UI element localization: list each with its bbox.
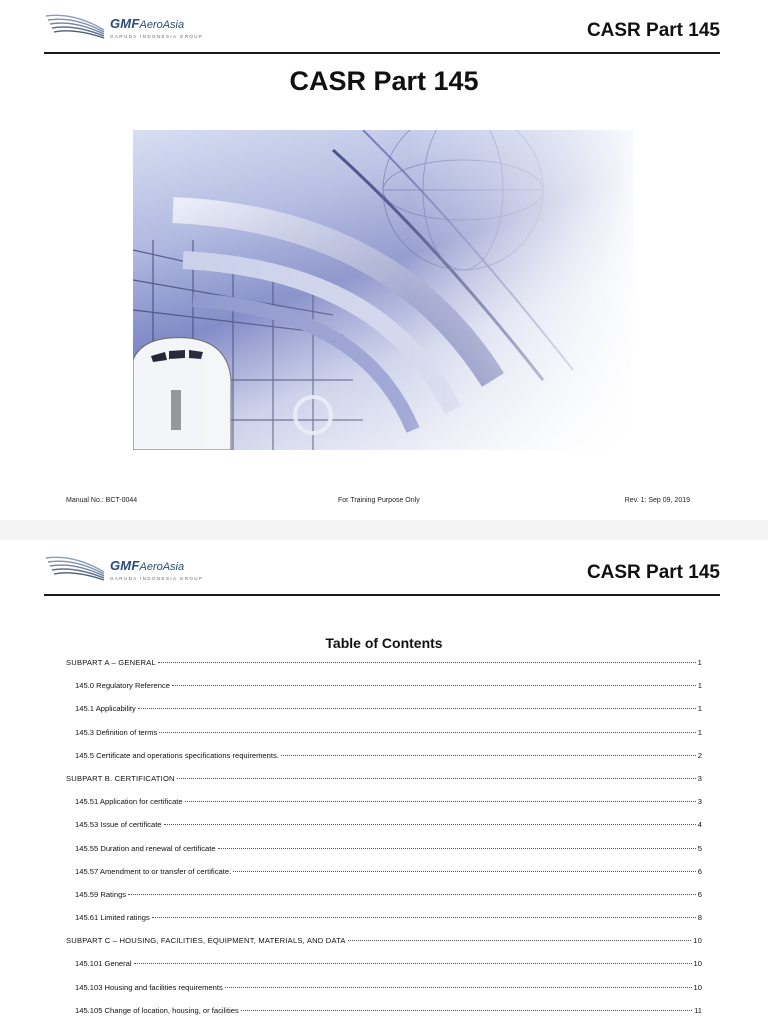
- toc-leader-dots: [134, 963, 692, 964]
- toc-leader-dots: [159, 732, 695, 733]
- toc-entry-title: 145.53 Issue of certificate: [75, 820, 162, 830]
- toc-entry[interactable]: [66, 820, 702, 843]
- logo-tagline: GARUDA INDONESIA GROUP: [110, 576, 204, 581]
- toc-leader-dots: [177, 778, 696, 779]
- toc-entry-title: SUBPART C – HOUSING, FACILITIES, EQUIPMENT, MATERIALS, AND DATA: [66, 936, 346, 946]
- header-rule: [44, 52, 720, 54]
- toc-entry[interactable]: [66, 728, 702, 751]
- toc-leader-dots: [185, 801, 696, 802]
- header-rule: [44, 594, 720, 596]
- toc-entry[interactable]: [66, 681, 702, 704]
- toc-entry[interactable]: [66, 890, 702, 913]
- toc-entry-page: 10: [693, 982, 702, 992]
- toc-entry-page: 1: [697, 727, 702, 737]
- toc-entry[interactable]: [66, 658, 702, 681]
- toc-entry-page: 6: [697, 889, 702, 899]
- toc-entry-title: 145.5 Certificate and operations specifications requirements.: [75, 750, 279, 760]
- toc-entry-title: SUBPART A – GENERAL: [66, 658, 156, 667]
- toc-entry-title: 145.51 Application for certificate: [75, 797, 183, 807]
- logo-tagline: GARUDA INDONESIA GROUP: [110, 34, 204, 39]
- toc-entry-page: 11: [694, 1005, 702, 1015]
- toc-list: [66, 658, 702, 1029]
- page-header: [44, 8, 720, 54]
- toc-page: [0, 540, 768, 1024]
- toc-leader-dots: [128, 894, 696, 895]
- page-header: [44, 550, 720, 596]
- toc-entry-page: 5: [697, 843, 702, 853]
- toc-leader-dots: [152, 917, 696, 918]
- toc-entry-title: 145.55 Duration and renewal of certificate: [75, 843, 216, 853]
- logo-wordmark: GMFAeroAsia: [110, 558, 185, 573]
- toc-entry-title: 145.1 Applicability: [75, 704, 136, 714]
- page-separator: [0, 520, 768, 540]
- toc-entry-title: 145.59 Ratings: [75, 889, 127, 899]
- toc-entry-page: 4: [697, 820, 702, 830]
- toc-leader-dots: [348, 940, 691, 941]
- toc-entry-page: 1: [697, 658, 702, 667]
- hangar-aircraft-illustration: [133, 130, 633, 450]
- toc-entry-page: 6: [697, 866, 702, 876]
- header-doc-title: CASR Part 145: [586, 20, 720, 41]
- company-logo: [44, 550, 244, 590]
- toc-entry-page: 1: [697, 681, 702, 691]
- toc-entry[interactable]: [66, 844, 702, 867]
- toc-leader-dots: [138, 708, 696, 709]
- company-logo: [44, 8, 244, 48]
- toc-entry-page: 10: [693, 936, 702, 946]
- toc-entry-page: 8: [697, 913, 702, 923]
- toc-entry[interactable]: [66, 751, 702, 774]
- toc-entry-title: 145.103 Housing and facilities requirements: [75, 982, 223, 992]
- toc-entry[interactable]: [66, 936, 702, 959]
- logo-swoosh-icon: [44, 552, 108, 582]
- toc-leader-dots: [281, 755, 696, 756]
- footer-manual-no: Manual No.: BCT-0044: [66, 497, 138, 504]
- toc-entry[interactable]: [66, 983, 702, 1006]
- toc-leader-dots: [225, 987, 692, 988]
- toc-entry-page: 3: [697, 773, 702, 783]
- toc-entry[interactable]: [66, 867, 702, 890]
- toc-entry-title: 145.101 General: [75, 959, 132, 969]
- toc-leader-dots: [164, 824, 696, 825]
- footer-revision: Rev. 1: Sep 09, 2019: [624, 497, 690, 504]
- footer-notice: For Training Purpose Only: [338, 497, 420, 504]
- toc-entry-title: SUBPART B. CERTIFICATION: [66, 773, 175, 783]
- header-doc-title: CASR Part 145: [586, 562, 720, 583]
- toc-entry[interactable]: [66, 1006, 702, 1029]
- toc-heading: Table of Contents: [325, 635, 443, 651]
- logo-wordmark: GMFAeroAsia: [110, 16, 185, 31]
- toc-entry[interactable]: [66, 774, 702, 797]
- toc-entry-title: 145.0 Regulatory Reference: [75, 681, 170, 691]
- cover-image: [133, 130, 633, 450]
- toc-leader-dots: [241, 1010, 692, 1011]
- toc-entry-page: 2: [697, 750, 702, 760]
- toc-entry-page: 3: [697, 797, 702, 807]
- toc-entry-title: 145.57 Amendment to or transfer of certificate.: [75, 866, 232, 876]
- toc-entry-page: 10: [693, 959, 702, 969]
- toc-leader-dots: [158, 662, 696, 663]
- toc-entry[interactable]: [66, 913, 702, 936]
- toc-entry[interactable]: [66, 959, 702, 982]
- toc-entry[interactable]: [66, 704, 702, 727]
- toc-entry-title: 145.61 Limited ratings: [75, 913, 150, 923]
- toc-leader-dots: [218, 848, 696, 849]
- toc-leader-dots: [172, 685, 696, 686]
- toc-entry[interactable]: [66, 797, 702, 820]
- logo-swoosh-icon: [44, 10, 108, 40]
- toc-entry-page: 1: [697, 704, 702, 714]
- toc-entry-title: 145.3 Definition of terms: [75, 727, 158, 737]
- toc-leader-dots: [233, 871, 696, 872]
- toc-entry-title: 145.105 Change of location, housing, or facilities: [75, 1005, 239, 1015]
- cover-title: CASR Part 145: [289, 66, 479, 96]
